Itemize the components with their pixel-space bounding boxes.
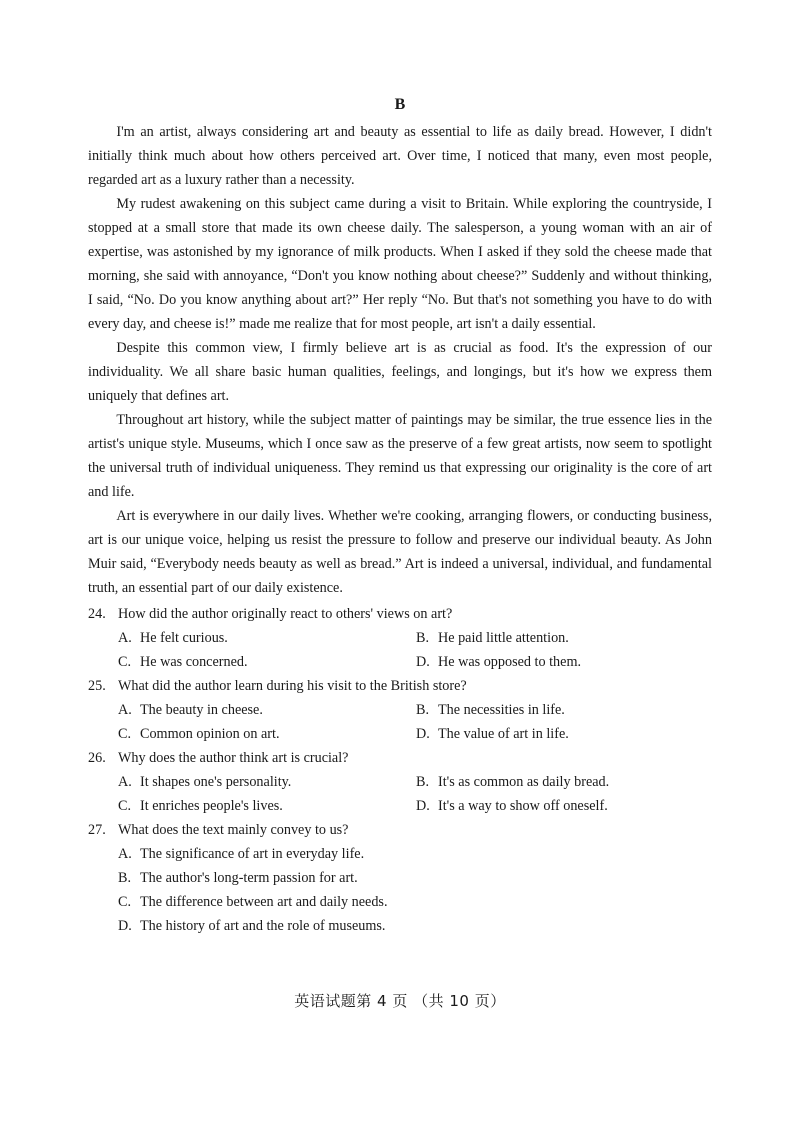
option-c: C. Common opinion on art.: [118, 726, 280, 742]
option-d: D. It's a way to show off oneself.: [416, 798, 608, 814]
question-stem: What does the text mainly convey to us?: [118, 822, 349, 838]
option-c: C. He was concerned.: [118, 654, 248, 670]
option-b: B. It's as common as daily bread.: [416, 774, 610, 790]
option-a: A. The significance of art in everyday life.: [118, 846, 365, 862]
option-grid: [118, 698, 712, 746]
option-d: D. The value of art in life.: [416, 726, 569, 742]
option-b: B. He paid little attention.: [416, 630, 569, 646]
reading-passage: [88, 120, 712, 600]
question-26: [88, 746, 712, 818]
question-27: [88, 818, 712, 938]
question-number: 27.: [88, 822, 106, 838]
passage-paragraph: Despite this common view, I firmly believe art is as crucial as food. It's the expression of our individuality. We all share basic human qualities, feelings, and longings, but it's how we express them uniquely that defines art.: [88, 340, 712, 404]
option-c: C. The difference between art and daily needs.: [118, 894, 388, 910]
question-stem: Why does the author think art is crucial?: [118, 750, 349, 766]
question-25: [88, 674, 712, 746]
page-footer: 英语试题第 4 页 （共 10 页）: [294, 992, 506, 1010]
passage-paragraph: My rudest awakening on this subject came during a visit to Britain. While exploring the countryside, I stopped at a small store that made its own cheese daily. The salesperson, a young woman with an air of expertise, was astonished by my ignorance of milk products. When I asked if they sold the cheese made that morning, she said with annoyance, “Don't you know nothing about cheese?” Suddenly and without thinking, I said, “No. Do you know anything about art?” Her reply “No. But that's not something you have to do with every day, and cheese is!” made me realize that for most people, art isn't a daily essential.: [88, 196, 712, 332]
question-stem: What did the author learn during his visit to the British store?: [118, 678, 467, 694]
option-a: A. It shapes one's personality.: [118, 774, 292, 790]
question-number: 24.: [88, 606, 106, 622]
option-d: D. The history of art and the role of museums.: [118, 918, 386, 934]
option-grid: [118, 626, 712, 674]
question-number: 26.: [88, 750, 106, 766]
question-24: [88, 602, 712, 674]
question-list: [88, 602, 712, 938]
passage-paragraph: Throughout art history, while the subject matter of paintings may be similar, the true essence lies in the artist's unique style. Museums, which I once saw as the preserve of a few great artists, now seem to spotlight the universal truth of individual uniqueness. They remind us that expressing our originality is the core of art and life.: [88, 412, 712, 500]
question-stem: How did the author originally react to others' views on art?: [118, 606, 453, 622]
passage-paragraph: I'm an artist, always considering art and beauty as essential to life as daily bread. However, I didn't initially think much about how others perceived art. Over time, I noticed that many, even most people, regarded art as a luxury rather than a necessity.: [88, 124, 712, 188]
question-number: 25.: [88, 678, 106, 694]
option-grid: [118, 770, 712, 818]
option-a: A. He felt curious.: [118, 630, 228, 646]
option-b: B. The author's long-term passion for art.: [118, 870, 358, 886]
option-b: B. The necessities in life.: [416, 702, 565, 718]
option-d: D. He was opposed to them.: [416, 654, 582, 670]
passage-paragraph: Art is everywhere in our daily lives. Whether we're cooking, arranging flowers, or conducting business, art is our unique voice, helping us resist the pressure to follow and preserve our individual beauty. As John Muir said, “Everybody needs beauty as well as bread.” Art is indeed a universal, individual, and fundamental truth, an essential part of our daily existence.: [88, 508, 712, 596]
section-heading: B: [394, 96, 406, 113]
option-list: [118, 842, 712, 938]
option-c: C. It enriches people's lives.: [118, 798, 283, 814]
option-a: A. The beauty in cheese.: [118, 702, 263, 718]
